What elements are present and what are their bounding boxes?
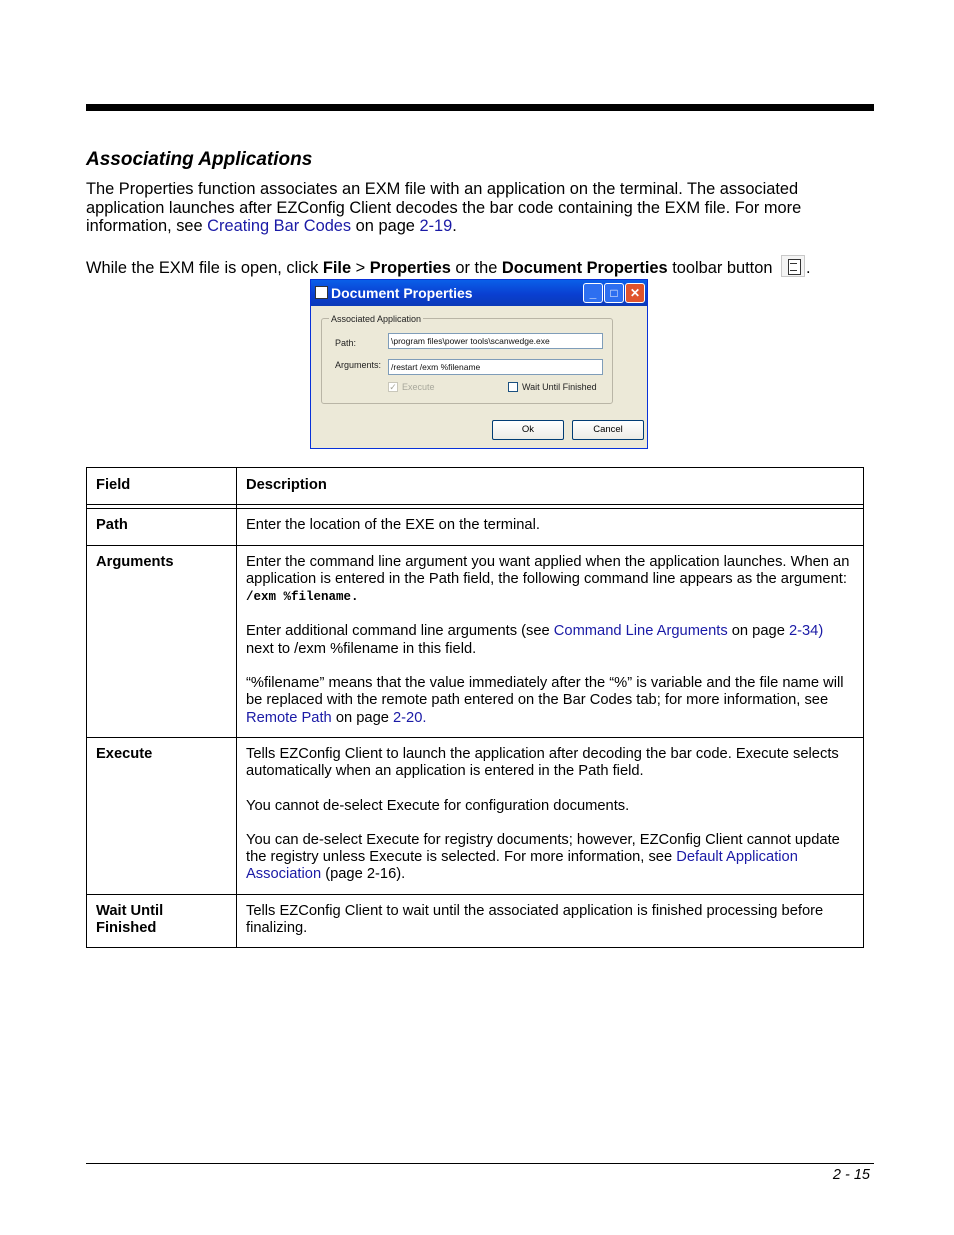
table-row — [87, 509, 864, 545]
page-number: 2 - 15 — [832, 1167, 870, 1183]
execute-checkbox[interactable]: ✓ — [389, 382, 397, 392]
creating-bar-codes-link[interactable]: Creating Bar Codes — [207, 217, 352, 236]
close-button[interactable]: ✕ — [625, 283, 645, 303]
table-row — [87, 545, 864, 737]
arguments-input[interactable]: /restart /exm %filename — [388, 359, 603, 375]
table-header-row — [87, 468, 864, 505]
dialog-title: Document Properties — [331, 285, 473, 301]
dialog-app-icon — [315, 286, 328, 299]
group-label: Associated Application — [331, 314, 422, 324]
intro-paragraph: The Properties function associates an EXM file with an application on the terminal. The associated application launches after EZConfig Client decodes the bar code containing the EXM file. For more information, see Creating Bar Codes on page 2-19. — [86, 180, 802, 236]
header-field: Field — [87, 468, 237, 505]
page-2-20-link[interactable]: 2-20. — [393, 709, 427, 726]
execute-label: Execute — [402, 382, 435, 392]
cancel-button[interactable]: Cancel — [572, 420, 644, 440]
page-2-19-link[interactable]: 2-19 — [419, 217, 453, 236]
row-field-execute: Execute — [87, 737, 237, 894]
table-row — [87, 737, 864, 894]
bottom-rule — [86, 1163, 874, 1164]
row-field-arguments: Arguments — [87, 545, 237, 737]
row-desc-arguments: Enter the command line argument you want applied when the application launches. When an application is entered in the Path field, the following command line appears as the argument: /exm %filename. Enter additional command line arguments (see Command Line Arguments on page 2-34) next to /exm %filename in this field. “%filename” means that the value immediately after the “%” is variable and the file name will be replaced with the remote path entered on the Bar Codes tab; for more information, see Remote Path on page 2-20. — [237, 545, 864, 737]
path-label: Path: — [335, 338, 357, 348]
minimize-button[interactable]: _ — [583, 283, 603, 303]
argument-code: /exm %filename. — [246, 590, 359, 605]
row-desc-wait: Tells EZConfig Client to wait until the associated application is finished processing before finalizing. — [237, 894, 864, 948]
row-field-wait: Wait Until Finished — [87, 894, 237, 948]
instruction-paragraph: While the EXM file is open, click File > Properties or the Document Properties toolbar button . — [86, 255, 866, 278]
path-input[interactable]: \program files\power tools\scanwedge.exe — [388, 333, 603, 349]
maximize-button[interactable]: □ — [604, 283, 624, 303]
document-properties-icon — [781, 255, 805, 277]
row-desc-path: Enter the location of the EXE on the terminal. — [237, 509, 864, 545]
command-line-arguments-link[interactable]: Command Line Arguments — [553, 623, 728, 640]
page-2-34-link[interactable]: 2-34) — [788, 623, 824, 640]
wait-until-finished-checkbox[interactable] — [508, 382, 518, 392]
wait-until-finished-label: Wait Until Finished — [522, 382, 597, 392]
header-description: Description — [237, 468, 864, 505]
field-description-table — [86, 467, 864, 948]
table-row — [87, 894, 864, 948]
ok-button[interactable]: Ok — [492, 420, 564, 440]
row-field-path: Path — [87, 509, 237, 545]
arguments-label: Arguments: — [335, 360, 382, 370]
dialog-titlebar — [311, 280, 647, 306]
remote-path-link[interactable]: Remote Path — [246, 709, 332, 726]
section-heading: Associating Applications — [86, 149, 313, 170]
default-application-association-link[interactable]: Default Application Association — [246, 849, 798, 883]
top-rule — [86, 104, 874, 111]
row-desc-execute: Tells EZConfig Client to launch the application after decoding the bar code. Execute selects automatically when an application is entered in the Path field. You cannot de-select Execute for configuration documents. You can de-select Execute for registry documents; however, EZConfig Client cannot update the registry unless Execute is selected. For more information, see Default Application Association (page 2-16). — [237, 737, 864, 894]
document-properties-dialog — [310, 279, 648, 449]
